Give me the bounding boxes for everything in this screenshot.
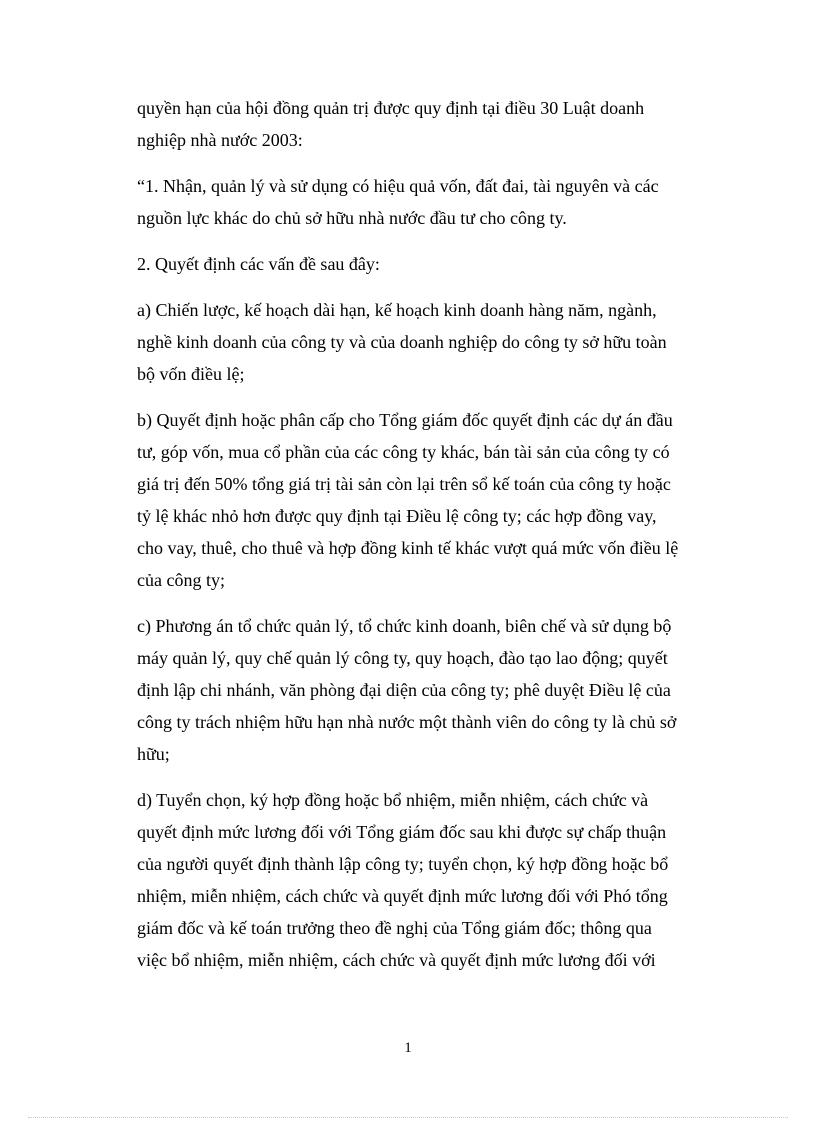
text-line: nguồn lực khác do chủ sở hữu nhà nước đầu tư cho công ty. [137, 208, 567, 228]
text-line: việc bổ nhiệm, miễn nhiệm, cách chức và quyết định mức lương đối với [137, 950, 656, 970]
paragraph-gap [137, 390, 722, 404]
text-line: quyền hạn của hội đồng quản trị được quy định tại điều 30 Luật doanh [137, 98, 645, 118]
text-line: nghiệp nhà nước 2003: [137, 130, 303, 150]
text-line: d) Tuyển chọn, ký hợp đồng hoặc bổ nhiệm, miễn nhiệm, cách chức và [137, 790, 649, 810]
text-line: cho vay, thuê, cho thuê và hợp đồng kinh tế khác vượt quá mức vốn điều lệ [137, 538, 679, 558]
text-line: của công ty; [137, 570, 225, 590]
text-line: b) Quyết định hoặc phân cấp cho Tổng giám đốc quyết định các dự án đầu [137, 410, 673, 430]
body-text [137, 92, 722, 976]
text-line: tỷ lệ khác nhỏ hơn được quy định tại Điều lệ công ty; các hợp đồng vay, [137, 506, 657, 526]
page-number: 1 [404, 1040, 412, 1056]
text-line: quyết định mức lương đối với Tổng giám đốc sau khi được sự chấp thuận [137, 822, 667, 842]
paragraph-gap [137, 596, 722, 610]
text-line: c) Phương án tổ chức quản lý, tổ chức kinh doanh, biên chế và sử dụng bộ [137, 616, 672, 636]
text-line: tư, góp vốn, mua cổ phần của các công ty khác, bán tài sản của công ty có [137, 442, 670, 462]
page-bottom-divider [28, 1117, 788, 1118]
text-line: “1. Nhận, quản lý và sử dụng có hiệu quả vốn, đất đai, tài nguyên và các [137, 176, 659, 196]
text-line: hữu; [137, 744, 170, 764]
paragraph-gap [137, 156, 722, 170]
text-line: công ty trách nhiệm hữu hạn nhà nước một thành viên do công ty là chủ sở [137, 712, 677, 732]
paragraph-gap [137, 280, 722, 294]
text-line: máy quản lý, quy chế quản lý công ty, quy hoạch, đào tạo lao động; quyết [137, 648, 668, 668]
paragraph-gap [137, 234, 722, 248]
text-line: giám đốc và kế toán trưởng theo đề nghị của Tổng giám đốc; thông qua [137, 918, 652, 938]
text-line: bộ vốn điều lệ; [137, 364, 245, 384]
text-line: nghề kinh doanh của công ty và của doanh nghiệp do công ty sở hữu toàn [137, 332, 667, 352]
text-line: nhiệm, miễn nhiệm, cách chức và quyết định mức lương đối với Phó tổng [137, 886, 668, 906]
text-line: giá trị đến 50% tổng giá trị tài sản còn lại trên sổ kế toán của công ty hoặc [137, 474, 671, 494]
text-line: 2. Quyết định các vấn đề sau đây: [137, 254, 380, 274]
text-line: a) Chiến lược, kế hoạch dài hạn, kế hoạch kinh doanh hàng năm, ngành, [137, 300, 657, 320]
paragraph-gap [137, 770, 722, 784]
text-line: định lập chi nhánh, văn phòng đại diện của công ty; phê duyệt Điều lệ của [137, 680, 671, 700]
text-line: của người quyết định thành lập công ty; tuyển chọn, ký hợp đồng hoặc bổ [137, 854, 669, 874]
